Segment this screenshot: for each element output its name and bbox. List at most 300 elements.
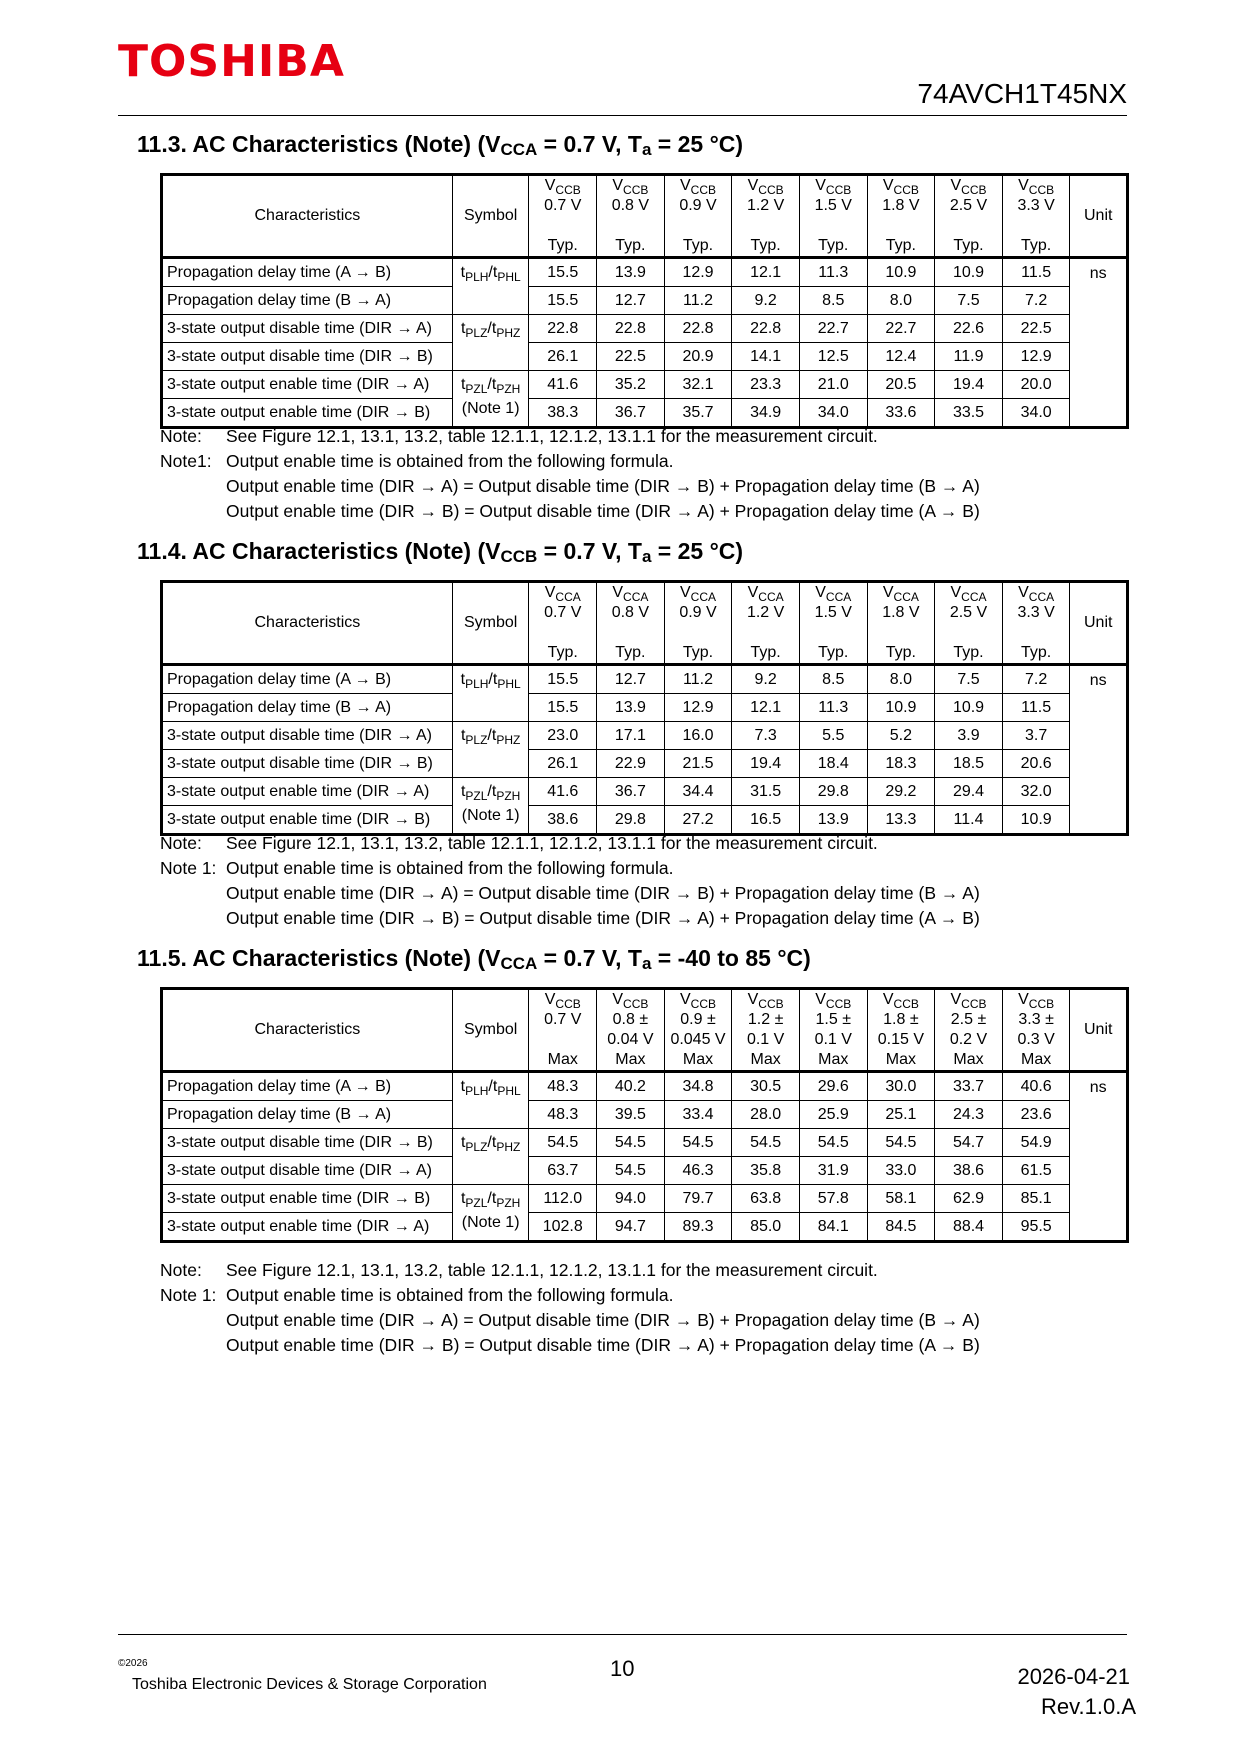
value-cell: 18.3: [867, 750, 935, 778]
note-label: Note:: [160, 833, 202, 853]
header-voltage-tolerance: 0.3 V: [1017, 1031, 1055, 1048]
header-voltage-value: 0.7 V: [544, 197, 582, 214]
value-cell: 11.3: [799, 258, 867, 287]
header-voltage-label: [732, 176, 799, 196]
value-cell: 11.9: [935, 343, 1003, 371]
header-voltage-value: 1.8 V: [882, 197, 920, 214]
value-cell: 32.0: [1002, 778, 1070, 806]
value-cell: 19.4: [732, 750, 800, 778]
header-symbol: Symbol: [452, 989, 529, 1072]
header-supply-voltage: [867, 582, 935, 665]
value-cell: 89.3: [664, 1213, 732, 1242]
value-cell: 34.8: [664, 1072, 732, 1101]
symbol-b-sub: PZH: [496, 789, 521, 804]
header-v-sub: CCA: [961, 590, 987, 605]
header-condition: Typ.: [1021, 644, 1052, 661]
header-v-sub: CCB: [825, 997, 852, 1012]
header-v-sub: CCB: [825, 183, 852, 198]
symbol-b: t: [491, 1190, 497, 1207]
header-voltage-value: 1.2 V: [746, 197, 785, 214]
note1-label: Note 1:: [160, 1285, 217, 1305]
header-v-sub: CCB: [555, 183, 581, 198]
page-number: 10: [610, 1656, 635, 1681]
symbol-b-sub: PHL: [497, 677, 521, 692]
table-row: [162, 778, 1128, 806]
header-supply-voltage: [935, 175, 1003, 258]
value-cell: 40.6: [1002, 1072, 1070, 1101]
header-voltage-label: [1003, 176, 1070, 196]
header-voltage-value: 0.7 V: [544, 604, 582, 621]
value-cell: 29.8: [799, 778, 867, 806]
value-cell: 9.2: [732, 287, 800, 315]
header-condition: Max: [953, 1051, 984, 1068]
formula-2: Output enable time (DIR → B) = Output disable time (DIR → A) + Propagation delay time (A → B): [226, 1335, 980, 1355]
value-cell: 63.8: [732, 1185, 800, 1213]
header-condition: Typ.: [750, 237, 781, 254]
header-voltage-label: [597, 176, 664, 196]
header-v-sub: CCA: [758, 590, 784, 605]
header-characteristics: Characteristics: [162, 175, 453, 258]
note1-text: Output enable time is obtained from the following formula.: [226, 451, 674, 471]
value-cell: 11.2: [664, 287, 732, 315]
header-v: V: [544, 991, 556, 1008]
note1-text: Output enable time is obtained from the following formula.: [226, 1285, 674, 1305]
header-voltage-value: 0.8 V: [611, 604, 650, 621]
header-voltage-tolerance: [1003, 623, 1070, 643]
value-cell: 38.6: [935, 1157, 1003, 1185]
header-supply-voltage: [529, 989, 597, 1072]
symbol-b-sub: PHL: [497, 1084, 521, 1099]
header-voltage-tolerance: 0.15 V: [877, 1031, 925, 1048]
value-cell: 21.0: [799, 371, 867, 399]
value-cell: 41.6: [529, 371, 597, 399]
header-condition: Typ.: [885, 237, 916, 254]
value-cell: 54.5: [529, 1129, 597, 1157]
value-cell: 10.9: [935, 258, 1003, 287]
value-cell: 22.8: [529, 315, 597, 343]
value-cell: 54.5: [867, 1129, 935, 1157]
value-cell: 18.5: [935, 750, 1003, 778]
value-cell: 22.5: [1002, 315, 1070, 343]
value-cell: 23.3: [732, 371, 800, 399]
header-condition: Typ.: [1021, 237, 1052, 254]
symbol-note: (Note 1): [461, 400, 520, 418]
header-voltage-tolerance: 0.1 V: [746, 1031, 785, 1048]
header-unit: Unit: [1070, 582, 1128, 665]
symbol-b-sub: PZH: [496, 1196, 521, 1211]
header-voltage-value: 1.5 V: [814, 197, 852, 214]
header-v: V: [680, 991, 691, 1008]
header-v-sub: CCA: [825, 590, 852, 605]
value-cell: 5.2: [867, 722, 935, 750]
header-voltage-label: [732, 990, 799, 1010]
value-cell: 23.0: [529, 722, 597, 750]
value-cell: 48.3: [529, 1072, 597, 1101]
header-voltage-value: 1.8 V: [882, 604, 920, 621]
header-voltage-label: [868, 583, 935, 603]
header-v-sub: CCB: [690, 183, 717, 198]
value-cell: 22.8: [664, 315, 732, 343]
value-cell: 13.9: [799, 806, 867, 835]
symbol-a: t: [460, 1078, 466, 1095]
symbol-a: t: [460, 783, 466, 800]
note1-label: Note1:: [160, 451, 212, 471]
header-voltage-value: 2.5 V: [949, 604, 988, 621]
symbol-b: t: [492, 671, 498, 688]
header-voltage-value: 2.5 V: [949, 197, 988, 214]
table-header-row: [162, 175, 1128, 258]
table-header-row: [162, 989, 1128, 1072]
characteristic-cell: 3-state output enable time (DIR → B): [162, 806, 453, 835]
header-v: V: [680, 584, 691, 601]
header-condition: Max: [818, 1051, 849, 1068]
unit-cell: ns: [1070, 258, 1128, 428]
value-cell: 41.6: [529, 778, 597, 806]
characteristic-cell: Propagation delay time (B → A): [162, 694, 453, 722]
footer-date: 2026-04-21: [1017, 1664, 1130, 1689]
symbol-note: (Note 1): [461, 807, 520, 825]
header-voltage-label: [1003, 583, 1070, 603]
header-condition: Max: [1021, 1051, 1052, 1068]
header-v-sub: CCB: [1028, 997, 1055, 1012]
header-symbol: Symbol: [452, 582, 529, 665]
characteristic-cell: 3-state output enable time (DIR → B): [162, 399, 453, 428]
value-cell: 12.1: [732, 694, 800, 722]
note-label: Note:: [160, 426, 202, 446]
header-v: V: [747, 584, 759, 601]
header-condition: Typ.: [615, 644, 646, 661]
value-cell: 21.5: [664, 750, 732, 778]
header-v: V: [1018, 177, 1029, 194]
value-cell: 25.1: [867, 1101, 935, 1129]
value-cell: 34.0: [1002, 399, 1070, 428]
header-voltage-tolerance: [732, 216, 799, 236]
symbol-b: t: [492, 1078, 498, 1095]
header-v-sub: CCB: [555, 997, 581, 1012]
header-condition: Max: [682, 1051, 714, 1068]
value-cell: 7.3: [732, 722, 800, 750]
header-voltage-value: 0.7 V: [544, 1011, 582, 1028]
value-cell: 33.4: [664, 1101, 732, 1129]
value-cell: 25.9: [799, 1101, 867, 1129]
formula-1: Output enable time (DIR → A) = Output disable time (DIR → B) + Propagation delay time (B → A): [226, 476, 980, 496]
symbol-cell: [452, 1129, 529, 1185]
value-cell: 54.7: [935, 1129, 1003, 1157]
symbol-pair: $t_{PLZ}/t_{PHZ}$: [460, 727, 521, 748]
value-cell: 10.9: [935, 694, 1003, 722]
symbol-a: t: [460, 671, 466, 688]
value-cell: 30.0: [867, 1072, 935, 1101]
table-row: [162, 665, 1128, 694]
header-v-sub: CCB: [623, 997, 649, 1012]
table-row: [162, 371, 1128, 399]
header-voltage-label: [732, 583, 799, 603]
header-voltage-value: 0.9 ±: [680, 1011, 716, 1028]
header-supply-voltage: [597, 582, 665, 665]
header-v: V: [882, 991, 894, 1008]
value-cell: 10.9: [1002, 806, 1070, 835]
header-voltage-tolerance: [665, 216, 732, 236]
value-cell: 54.5: [597, 1129, 665, 1157]
note-label: Note:: [160, 1260, 202, 1280]
value-cell: 10.9: [867, 694, 935, 722]
header-voltage-tolerance: 0.045 V: [670, 1031, 726, 1048]
symbol-pair: $t_{PZL}/t_{PZH}$: [460, 1190, 521, 1211]
value-cell: 85.1: [1002, 1185, 1070, 1213]
symbol-a: t: [460, 727, 466, 744]
table-row: [162, 750, 1128, 778]
value-cell: 34.9: [732, 399, 800, 428]
symbol-a: t: [460, 264, 466, 281]
header-rule: [118, 115, 1127, 116]
header-supply-voltage: [529, 582, 597, 665]
header-voltage-tolerance: 0.1 V: [814, 1031, 852, 1048]
value-cell: 8.5: [799, 665, 867, 694]
value-cell: 58.1: [867, 1185, 935, 1213]
value-cell: 40.2: [597, 1072, 665, 1101]
header-v-sub: CCB: [893, 997, 919, 1012]
symbol-b: t: [491, 783, 497, 800]
value-cell: 13.9: [597, 258, 665, 287]
header-v: V: [1018, 991, 1029, 1008]
table-row: [162, 1213, 1128, 1242]
unit-cell: ns: [1070, 665, 1128, 835]
symbol-b-sub: PHZ: [496, 326, 521, 341]
table-row: [162, 315, 1128, 343]
header-voltage-label: [935, 583, 1002, 603]
characteristic-cell: Propagation delay time (B → A): [162, 1101, 453, 1129]
header-characteristics: Characteristics: [162, 989, 453, 1072]
section-title-11-4: 11.4. AC Characteristics (Note) ($V_{CCB} = 0.7$ V, $T_a = 25$ °C): [137, 538, 744, 566]
value-cell: 54.5: [732, 1129, 800, 1157]
ac-table-11-4: [160, 580, 1129, 836]
header-voltage-tolerance: [800, 623, 867, 643]
header-voltage-label: [665, 583, 732, 603]
symbol-a-sub: PLH: [465, 677, 489, 692]
value-cell: 94.0: [597, 1185, 665, 1213]
symbol-a-sub: PLZ: [465, 1140, 488, 1155]
characteristic-cell: 3-state output enable time (DIR → A): [162, 778, 453, 806]
header-supply-voltage: [799, 582, 867, 665]
value-cell: 22.8: [597, 315, 665, 343]
header-v: V: [950, 584, 962, 601]
value-cell: 20.6: [1002, 750, 1070, 778]
header-condition: Max: [547, 1051, 578, 1068]
value-cell: 102.8: [529, 1213, 597, 1242]
symbol-pair: $t_{PZL}/t_{PZH}$: [460, 783, 521, 804]
value-cell: 84.5: [867, 1213, 935, 1242]
header-v-sub: CCA: [1028, 590, 1055, 605]
value-cell: 7.2: [1002, 287, 1070, 315]
characteristic-cell: Propagation delay time (A → B): [162, 665, 453, 694]
value-cell: 19.4: [935, 371, 1003, 399]
value-cell: 7.5: [935, 665, 1003, 694]
table-row: [162, 1101, 1128, 1129]
symbol-pair: $t_{PLZ}/t_{PHZ}$: [460, 320, 521, 341]
value-cell: 38.3: [529, 399, 597, 428]
header-voltage-label: [597, 583, 664, 603]
header-v-sub: CCB: [1028, 183, 1055, 198]
table-row: [162, 287, 1128, 315]
header-voltage-label: [597, 990, 664, 1010]
symbol-cell: [452, 778, 529, 835]
value-cell: 94.7: [597, 1213, 665, 1242]
value-cell: 22.9: [597, 750, 665, 778]
table-row: [162, 1129, 1128, 1157]
header-condition: Typ.: [885, 644, 916, 661]
characteristic-cell: 3-state output enable time (DIR → A): [162, 371, 453, 399]
header-v: V: [612, 584, 624, 601]
header-voltage-label: [935, 990, 1002, 1010]
symbol-a: t: [460, 320, 466, 337]
characteristic-cell: 3-state output enable time (DIR → A): [162, 1213, 453, 1242]
symbol-pair: $t_{PLH}/t_{PHL}$: [460, 671, 521, 692]
header-voltage-value: 0.8 V: [611, 197, 650, 214]
table-row: [162, 722, 1128, 750]
header-v-sub: CCA: [690, 590, 717, 605]
header-v: V: [815, 584, 826, 601]
value-cell: 22.6: [935, 315, 1003, 343]
symbol-a-sub: PLH: [465, 1084, 489, 1099]
symbol-a-sub: PLZ: [465, 733, 488, 748]
value-cell: 13.3: [867, 806, 935, 835]
value-cell: 54.5: [664, 1129, 732, 1157]
header-supply-voltage: [799, 175, 867, 258]
notes-11-5: [160, 1258, 980, 1358]
formula-1: Output enable time (DIR → A) = Output disable time (DIR → B) + Propagation delay time (B → A): [226, 883, 980, 903]
footer-revision: Rev.1.0.A: [1041, 1694, 1136, 1719]
header-v-sub: CCB: [690, 997, 717, 1012]
symbol-b-sub: PHZ: [496, 1140, 521, 1155]
header-voltage-label: [529, 176, 596, 196]
value-cell: 54.5: [799, 1129, 867, 1157]
value-cell: 95.5: [1002, 1213, 1070, 1242]
header-voltage-label: [800, 583, 867, 603]
value-cell: 35.2: [597, 371, 665, 399]
header-voltage-value: 0.8 ±: [612, 1011, 649, 1028]
header-voltage-tolerance: [529, 1030, 596, 1050]
symbol-cell: [452, 258, 529, 315]
header-supply-voltage: [867, 989, 935, 1072]
header-v: V: [612, 177, 624, 194]
characteristic-cell: Propagation delay time (A → B): [162, 258, 453, 287]
header-voltage-value: 3.3 V: [1017, 604, 1055, 621]
header-v-sub: CCA: [555, 590, 581, 605]
header-voltage-value: 1.2 ±: [747, 1011, 784, 1028]
value-cell: 5.5: [799, 722, 867, 750]
header-v-sub: CCB: [758, 183, 784, 198]
header-v: V: [680, 177, 691, 194]
header-condition: Max: [750, 1051, 781, 1068]
value-cell: 13.9: [597, 694, 665, 722]
header-condition: Typ.: [682, 237, 714, 254]
value-cell: 36.7: [597, 778, 665, 806]
header-voltage-tolerance: [597, 216, 664, 236]
header-voltage-tolerance: [529, 623, 596, 643]
symbol-pair: $t_{PLH}/t_{PHL}$: [460, 1078, 521, 1099]
value-cell: 12.9: [664, 694, 732, 722]
value-cell: 33.7: [935, 1072, 1003, 1101]
formula-2: Output enable time (DIR → B) = Output disable time (DIR → A) + Propagation delay time (A → B): [226, 908, 980, 928]
header-v: V: [882, 584, 894, 601]
header-v-sub: CCA: [623, 590, 649, 605]
value-cell: 62.9: [935, 1185, 1003, 1213]
symbol-cell: [452, 1072, 529, 1129]
value-cell: 12.4: [867, 343, 935, 371]
table-header-row: [162, 582, 1128, 665]
value-cell: 22.8: [732, 315, 800, 343]
symbol-a: t: [460, 376, 466, 393]
symbol-a: t: [460, 1190, 466, 1207]
note-text: See Figure 12.1, 13.1, 13.2, table 12.1.1, 12.1.2, 13.1.1 for the measurement circuit.: [226, 833, 878, 853]
header-condition: Typ.: [818, 644, 849, 661]
header-voltage-label: [800, 176, 867, 196]
header-voltage-tolerance: [1003, 216, 1070, 236]
value-cell: 61.5: [1002, 1157, 1070, 1185]
value-cell: 33.6: [867, 399, 935, 428]
notes-11-4: [160, 831, 980, 931]
header-condition: Max: [885, 1051, 916, 1068]
header-supply-voltage: [1002, 989, 1070, 1072]
value-cell: 29.2: [867, 778, 935, 806]
value-cell: 11.2: [664, 665, 732, 694]
value-cell: 33.0: [867, 1157, 935, 1185]
header-voltage-label: [868, 990, 935, 1010]
header-supply-voltage: [664, 175, 732, 258]
unit-cell: ns: [1070, 1072, 1128, 1242]
symbol-b: t: [491, 727, 497, 744]
header-v: V: [815, 177, 826, 194]
value-cell: 31.9: [799, 1157, 867, 1185]
header-voltage-label: [1003, 990, 1070, 1010]
header-voltage-label: [800, 990, 867, 1010]
header-supply-voltage: [597, 175, 665, 258]
header-supply-voltage: [732, 989, 800, 1072]
header-condition: Typ.: [750, 644, 781, 661]
header-supply-voltage: [935, 989, 1003, 1072]
header-v-sub: CCB: [758, 997, 784, 1012]
characteristic-cell: 3-state output disable time (DIR → B): [162, 1129, 453, 1157]
table-row: [162, 1185, 1128, 1213]
header-condition: Typ.: [547, 644, 578, 661]
value-cell: 7.2: [1002, 665, 1070, 694]
symbol-a: t: [460, 1134, 466, 1151]
header-voltage-tolerance: [665, 623, 732, 643]
value-cell: 17.1: [597, 722, 665, 750]
header-voltage-label: [935, 176, 1002, 196]
header-characteristics: Characteristics: [162, 582, 453, 665]
symbol-cell: [452, 1185, 529, 1242]
value-cell: 48.3: [529, 1101, 597, 1129]
section-title-11-3: 11.3. AC Characteristics (Note) ($V_{CCA} = 0.7$ V, $T_a = 25$ °C): [137, 131, 744, 159]
note-text: See Figure 12.1, 13.1, 13.2, table 12.1.1, 12.1.2, 13.1.1 for the measurement circuit.: [226, 1260, 878, 1280]
header-v: V: [815, 991, 826, 1008]
value-cell: 16.5: [732, 806, 800, 835]
value-cell: 3.9: [935, 722, 1003, 750]
value-cell: 34.4: [664, 778, 732, 806]
value-cell: 3.7: [1002, 722, 1070, 750]
footer-corporation: Toshiba Electronic Devices & Storage Corporation: [132, 1676, 487, 1693]
header-supply-voltage: [732, 582, 800, 665]
symbol-pair: $t_{PLH}/t_{PHL}$: [460, 264, 521, 285]
symbol-cell: [452, 722, 529, 778]
symbol-b: t: [491, 320, 497, 337]
value-cell: 23.6: [1002, 1101, 1070, 1129]
header-supply-voltage: [799, 989, 867, 1072]
value-cell: 35.7: [664, 399, 732, 428]
value-cell: 11.4: [935, 806, 1003, 835]
ac-table-11-5: [160, 987, 1129, 1243]
